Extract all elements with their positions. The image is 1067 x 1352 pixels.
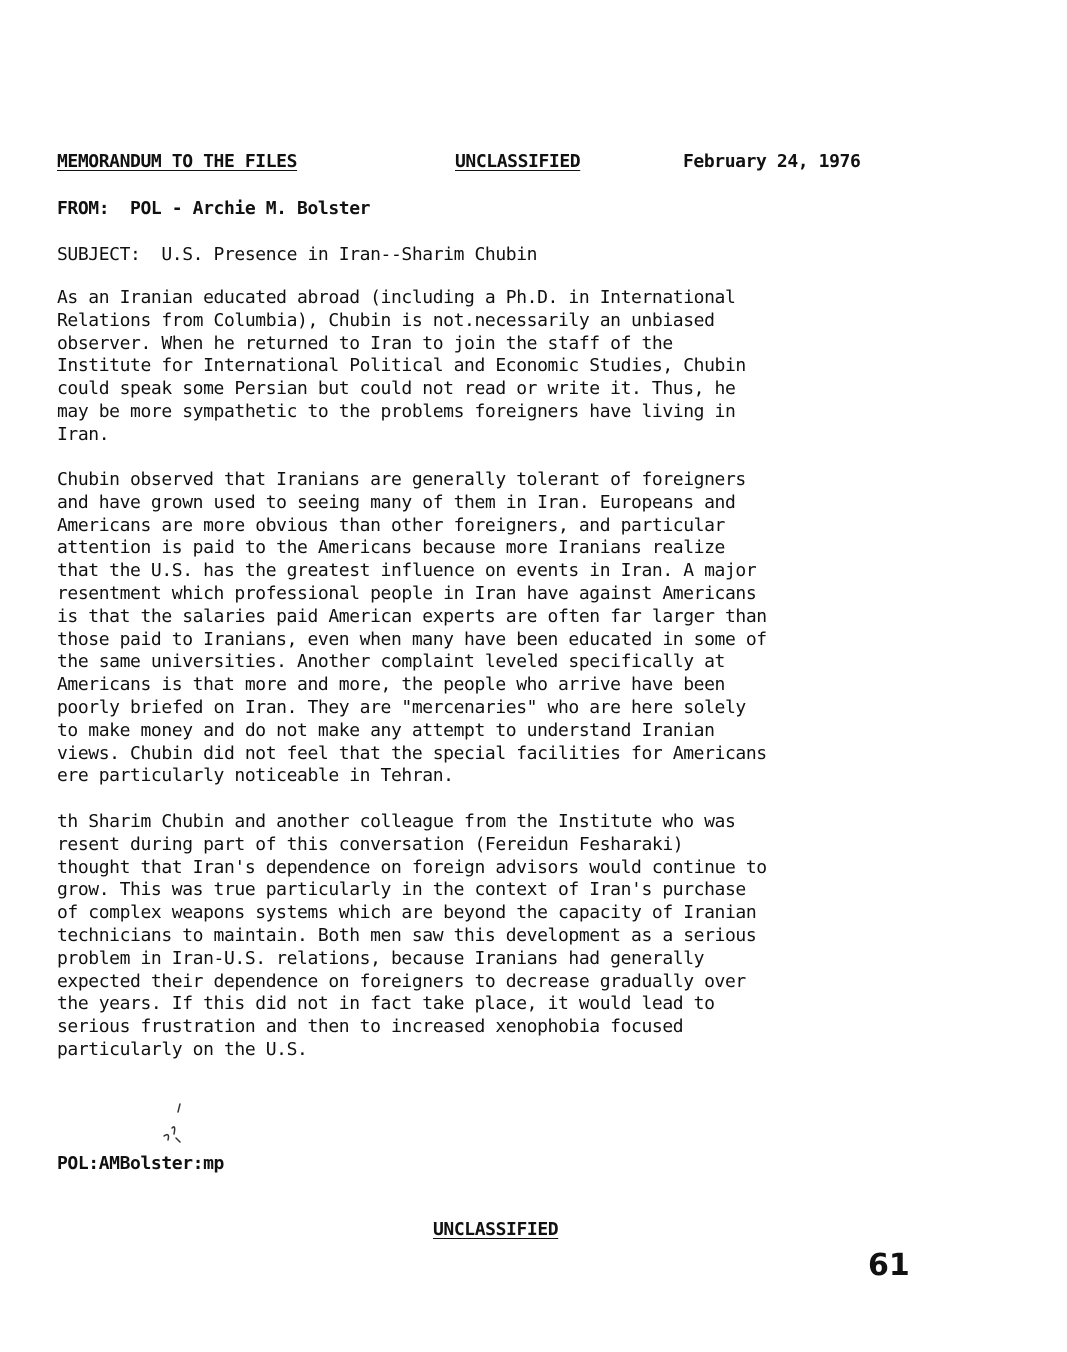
paragraph-observations: Chubin observed that Iranians are generally tolerant of foreigners and have grown used to seeing many of them in Iran. Europeans and Americans are more obvious than other foreigners, and particular attention is paid to the Americans because more Iranians realize that the U.S. has the greatest influence on events in Iran. A major resentment which professional people in Iran have against Americans is that the salaries paid American experts are often far larger than those paid to Iranians, even when many have been educated in some of the same universities. Another complaint leveled specifically at Americans is that more and more, the people who arrive have been poorly briefed on Iran. They are "mercenaries" who are here solely to make money and do not make any attempt to understand Iranian views. Chubin did not feel that the special facilities for Americans ere particularly noticeable in Tehran. (57, 469, 767, 787)
paragraph-dependence: th Sharim Chubin and another colleague from the Institute who was resent during part of this conversation (Fereidun Fesharaki) thought that Iran's dependence on foreign advisors would continue to grow. This was true particularly in the context of Iran's purchase of complex weapons systems which are beyond the capacity of Iranian technicians to maintain. Both men saw this development as a serious problem in Iran-U.S. relations, because Iranians had generally expected their dependence on foreigners to decrease gradually over the years. If this did not in fact take place, it would lead to serious frustration and then to increased xenophobia focused particularly on the U.S. (57, 811, 767, 1060)
header-classification: UNCLASSIFIED (455, 151, 581, 172)
memo-title: MEMORANDUM TO THE FILES (57, 151, 298, 172)
footer-classification: UNCLASSIFIED (433, 1219, 559, 1240)
from-line: FROM: POL - Archie M. Bolster (57, 198, 371, 219)
subject-line: SUBJECT: U.S. Presence in Iran--Sharim Chubin (57, 244, 538, 265)
page-number: 61 (868, 1248, 910, 1283)
handwritten-initials-mark (152, 1100, 192, 1150)
drafter-line: POL:AMBolster:mp (57, 1153, 224, 1174)
memo-date: February 24, 1976 (683, 151, 861, 172)
paragraph-background: As an Iranian educated abroad (including a Ph.D. in International Relations from Columbia), Chubin is not.necessarily an unbiased observer. When he returned to Iran to join the staff of the Institute for International Political and Economic Studies, Chubin could speak some Persian but could not read or write it. Thus, he may be more sympathetic to the problems foreigners have living in Iran. (57, 287, 746, 445)
